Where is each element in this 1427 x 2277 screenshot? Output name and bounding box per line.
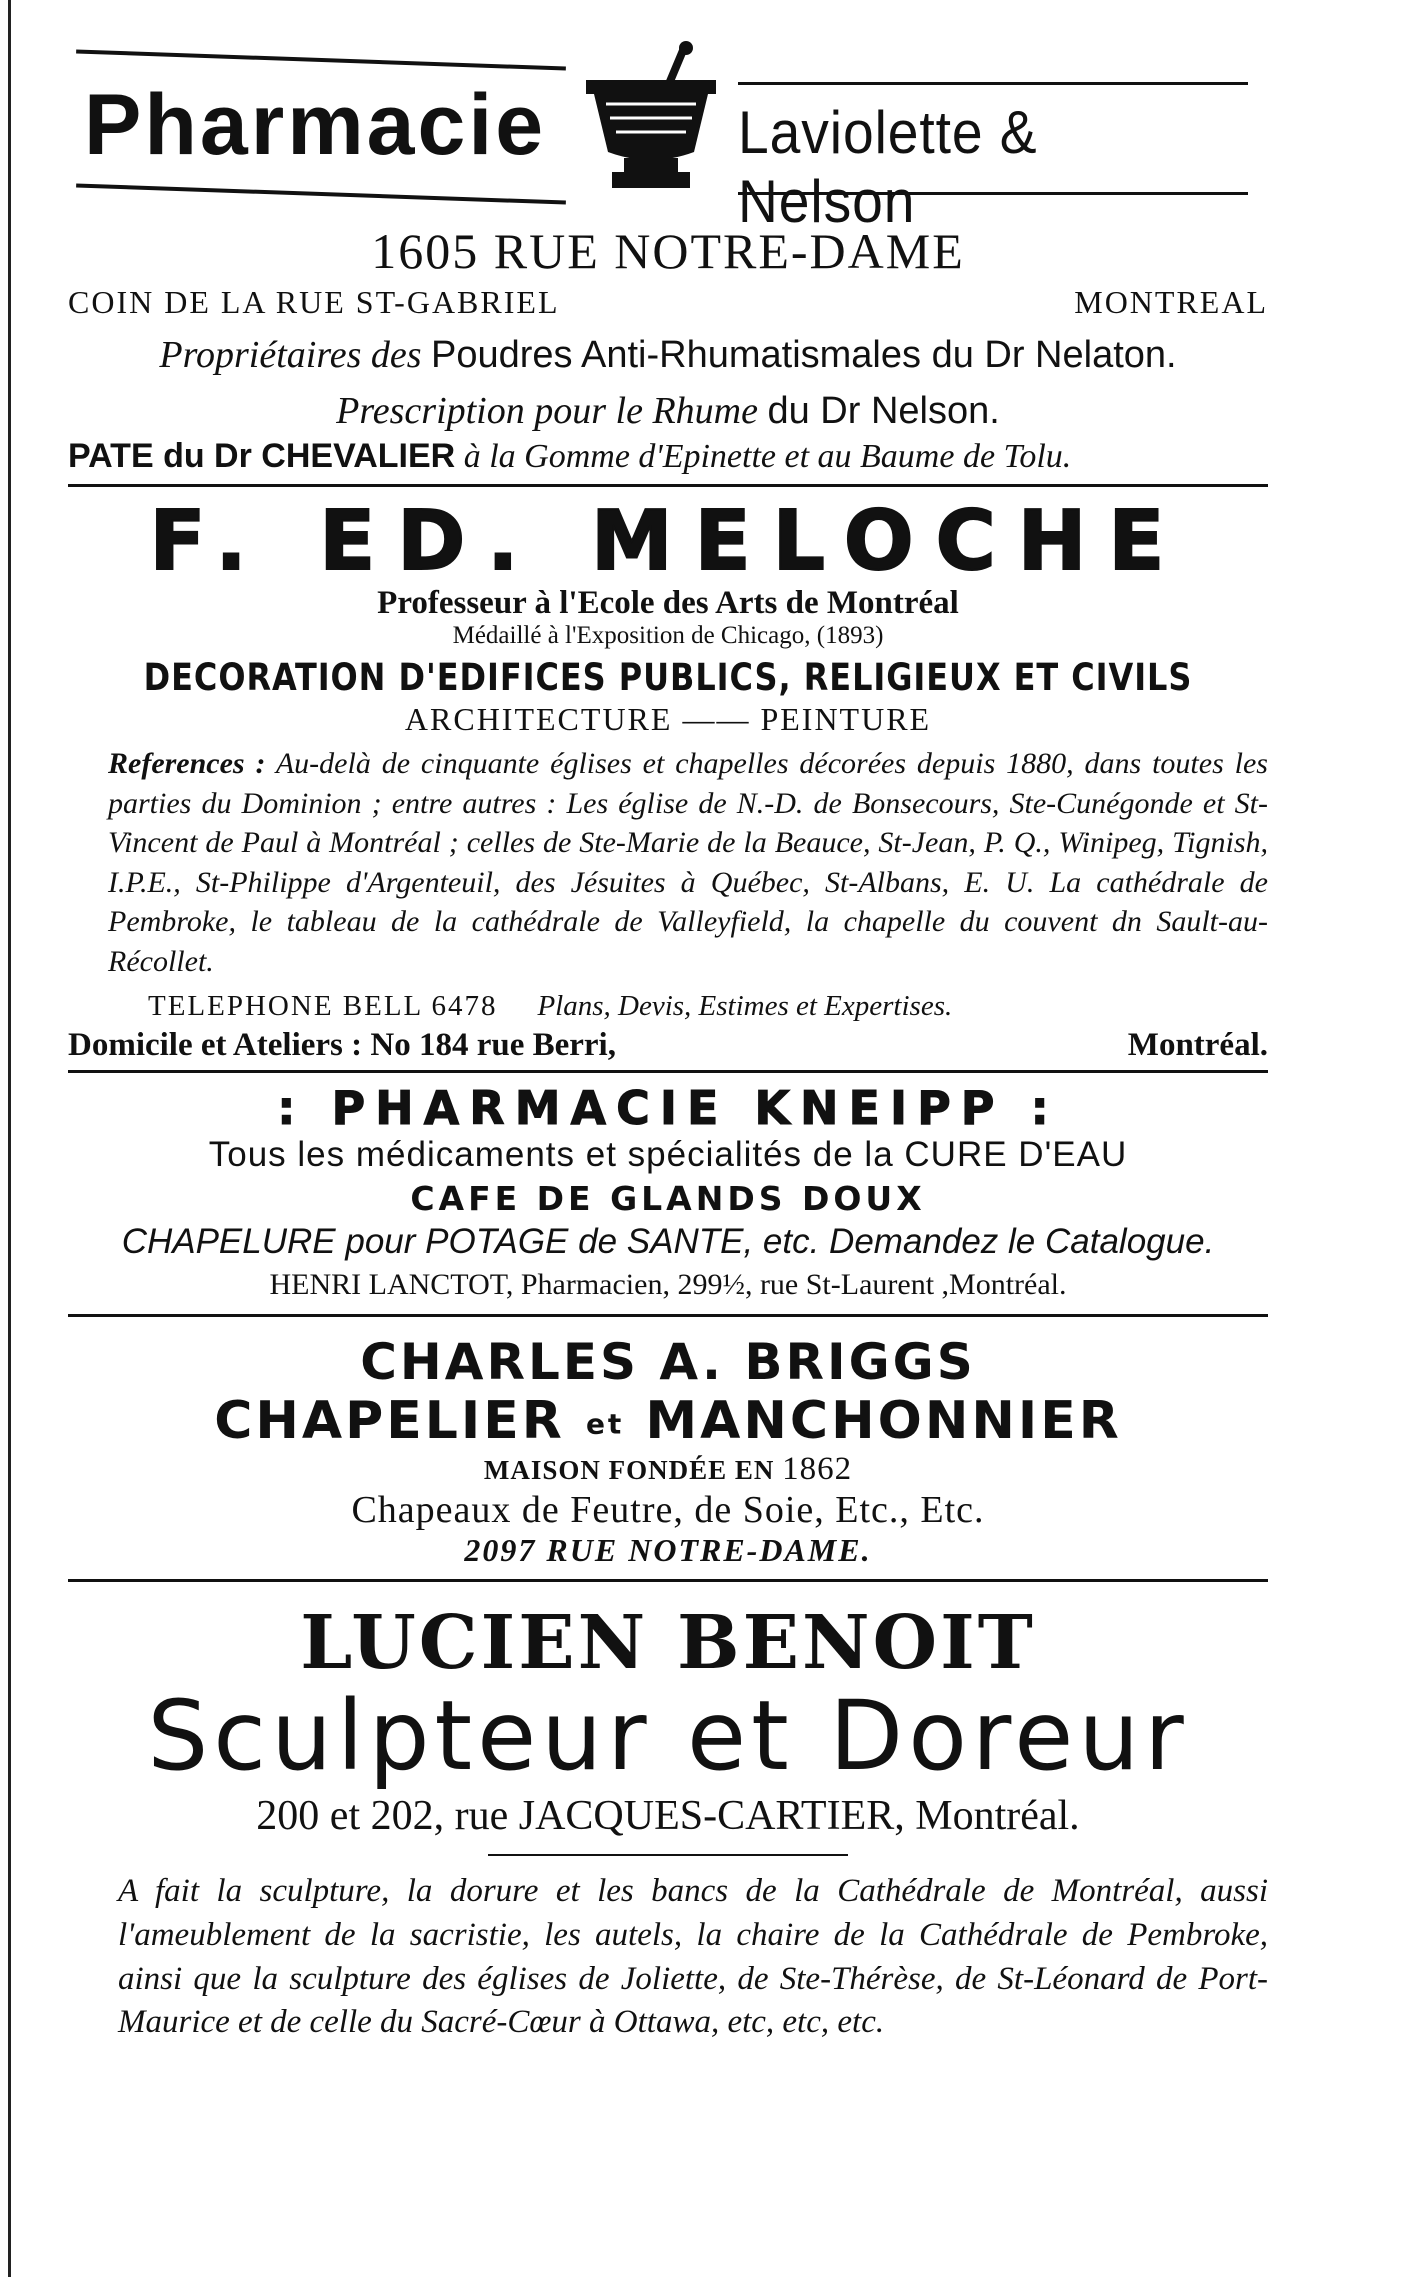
header-rule [76,183,566,204]
ad-meloche [68,494,1268,1064]
short-divider [488,1854,848,1856]
benoit-subtitle: Sculpteur et Doreur [147,1679,1189,1792]
pharmacie-proprietaires [68,333,1268,377]
meloche-decoration: DECORATION D'EDIFICES PUBLICS, RELIGIEUX ET CIVILS [143,656,1193,700]
benoit-title: LUCIEN BENOIT [300,1599,1036,1686]
briggs-founded-label: MAISON FONDÉE EN [483,1454,775,1485]
briggs-address: 2097 RUE NOTRE-DAME. [464,1531,872,1568]
briggs-founded [68,1451,1268,1488]
pate-label: PATE du Dr CHEVALIER [68,437,456,475]
meloche-references [68,744,1268,982]
meloche-medal: Médaillé à l'Exposition de Chicago, (1893) [452,622,884,650]
references-lead: References : [108,747,266,781]
pharmacie-street: 1605 RUE NOTRE-DAME [371,223,965,279]
pharmacie-header [68,40,1268,235]
section-divider [68,1579,1268,1582]
briggs-et: et [585,1407,625,1441]
kneipp-medicaments: Tous les médicaments et spécialités de la CURE D'EAU [208,1134,1128,1174]
briggs-title: CHARLES A. BRIGGS [360,1332,976,1391]
pharmacie-city: MONTREAL [1074,284,1268,320]
briggs-manchonnier: MANCHONNIER [645,1390,1122,1451]
ad-pharmacie-kneipp [68,1081,1268,1302]
ad-briggs [68,1333,1268,1569]
benoit-address: 200 et 202, rue JACQUES-CARTIER, Montréal. [256,1793,1080,1840]
header-rule [738,82,1248,85]
pharmacie-partners: Laviolette & Nelson [738,99,1038,235]
kneipp-chapelure: CHAPELURE pour POTAGE de SANTE, etc. Demandez le Catalogue. [121,1221,1215,1261]
meloche-title: F. ED. MELOCHE [149,494,1187,589]
ad-pharmacie-laviolette [68,40,1268,476]
advertisement-page [68,40,1268,2078]
poudres-label: Poudres Anti-Rhumatismales du Dr Nelaton. [431,334,1177,376]
prescription-label: Prescription pour le Rhume [336,390,758,432]
meloche-professor: Professeur à l'Ecole des Arts de Montréal [377,585,959,622]
meloche-telephone-row [68,990,1268,1023]
section-divider [68,1314,1268,1317]
meloche-services: Plans, Devis, Estimes et Expertises. [537,989,953,1022]
references-body: Au-delà de cinquante églises et chapelles décorées depuis 1880, dans toutes les parties du Dominion ; entre autres : Les église de N.-D. de Bonsecours, Ste-Cunégonde et St-Vincent de Paul à Montréal ; celles de Ste-Marie de la Beauce, St-Jean, P. Q., Winipeg, Tignish, I.P.E., St-Philippe d'Argenteuil, des Jésuites à Québec, St-Albans, E. U. La cathédrale de Pembroke, le tableau de la cathédrale de Valleyfield, la chapelle du couvent dn Sault-au-Récollet. [108,747,1268,979]
section-divider [68,484,1268,487]
pharmacie-address-row [68,284,1268,321]
meloche-address-row [68,1027,1268,1064]
benoit-description: A fait la sculpture, la dorure et les bancs de la Cathédrale de Montréal, aussi l'ameublement de la sacristie, les autels, la chaire de la Cathédrale de Pembroke, ainsi que la sculpture des églises de Joliette, de Ste-Thérèse, de St-Léonard de Port-Maurice et de celle du Sacré-Cœur à Ottawa, etc, etc, etc. [118,1873,1268,2041]
pharmacie-prescription [68,389,1268,433]
section-divider [68,1070,1268,1073]
briggs-products: Chapeaux de Feutre, de Soie, Etc., Etc. [351,1488,985,1531]
meloche-telephone: TELEPHONE BELL 6478 [148,989,498,1022]
proprietaires-label: Propriétaires des [159,334,422,376]
briggs-trade [68,1391,1268,1451]
header-rule [76,49,566,70]
briggs-founded-year: 1862 [782,1450,853,1487]
page-binding-edge [8,0,11,2277]
mortar-and-pestle-icon [566,40,736,210]
ad-benoit [68,1600,1268,2045]
pharmacie-pate [68,437,1268,476]
meloche-domicile: Domicile et Ateliers : No 184 rue Berri, [68,1026,616,1063]
meloche-specialties: ARCHITECTURE —— PEINTURE [404,701,932,738]
briggs-chapelier: CHAPELIER [214,1390,565,1451]
kneipp-cafe: CAFE DE GLANDS DOUX [410,1178,926,1218]
kneipp-pharmacist: HENRI LANCTOT, Pharmacien, 299½, rue St-Laurent ,Montréal. [269,1267,1067,1301]
pharmacie-brand: Pharmacie [84,77,547,173]
kneipp-title: : PHARMACIE KNEIPP : [277,1080,1059,1135]
pharmacie-corner: COIN DE LA RUE ST-GABRIEL [68,284,560,320]
meloche-city: Montréal. [1127,1026,1268,1063]
nelson-label: du Dr Nelson. [767,390,1000,432]
header-rule [738,192,1248,195]
pate-description: à la Gomme d'Epinette et au Baume de Tolu. [463,438,1072,475]
